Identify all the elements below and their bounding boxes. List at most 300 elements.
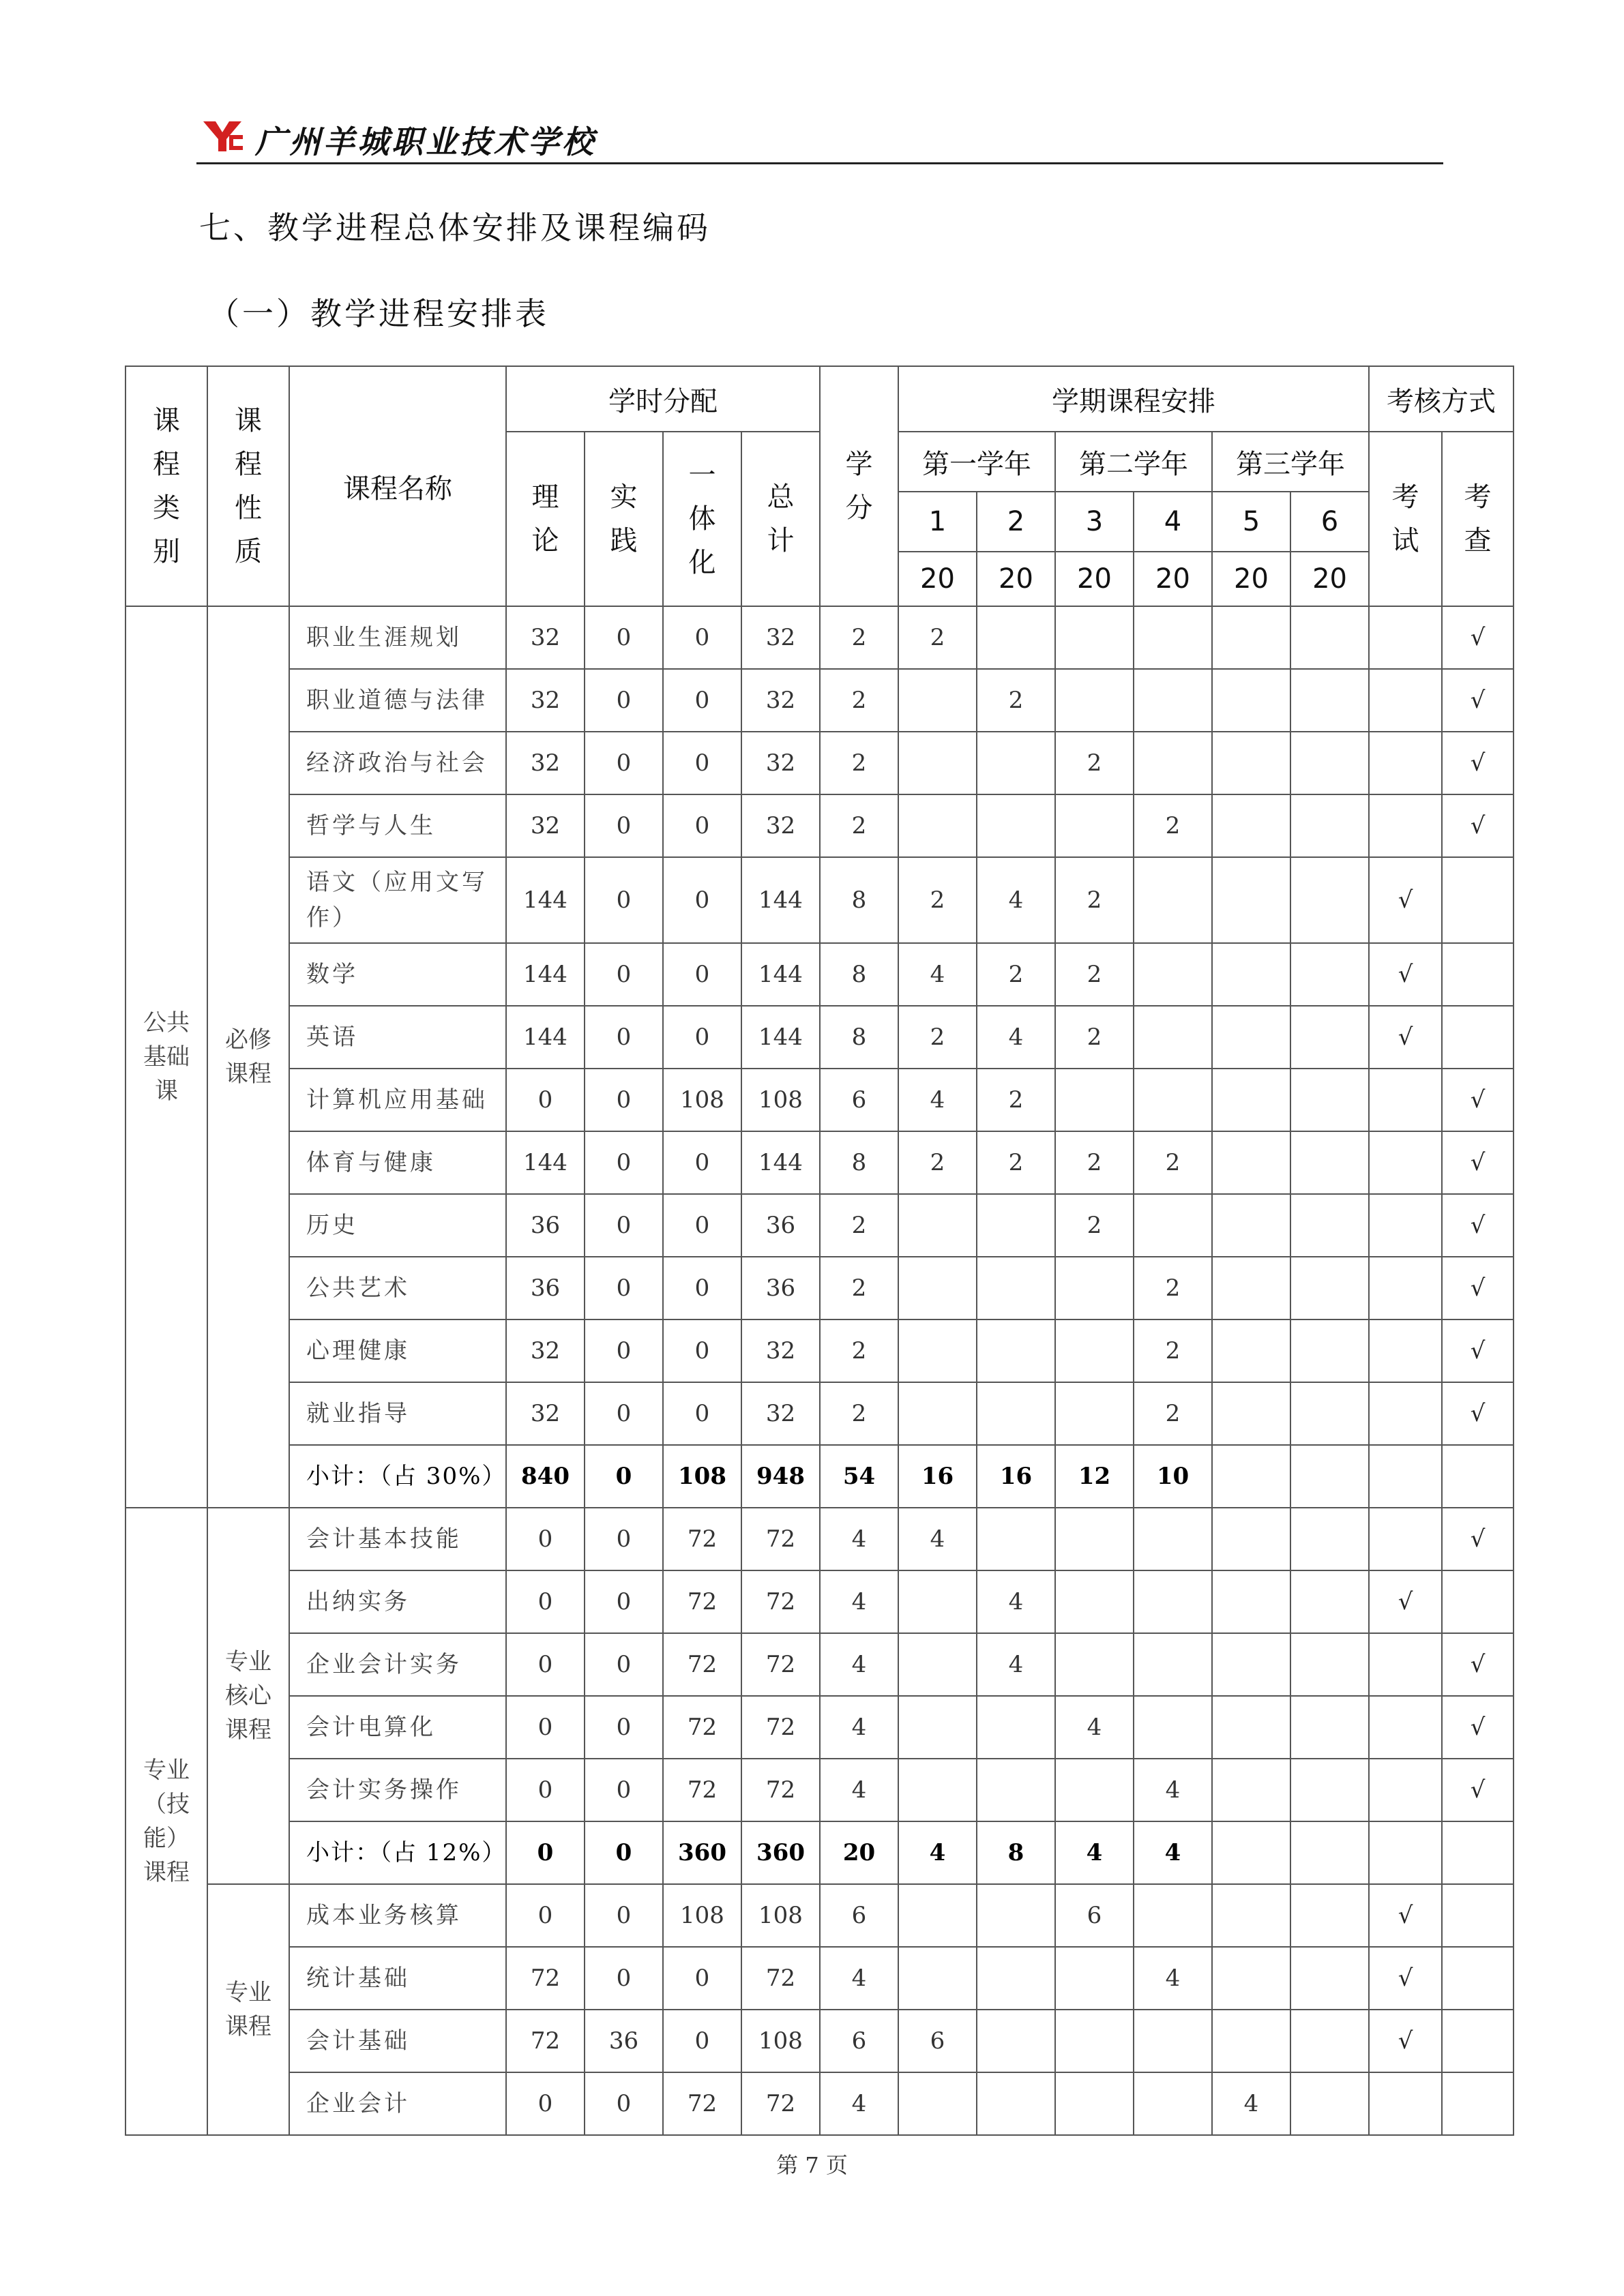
- cell-sem6: [1290, 1759, 1369, 1821]
- table-row: [126, 1131, 1514, 1194]
- cell-sem4: [1134, 943, 1212, 1006]
- cell-sem2: [977, 1320, 1055, 1382]
- course-name: 经济政治与社会: [289, 732, 506, 794]
- cell-theory: 32: [506, 794, 585, 857]
- cell-theory: 36: [506, 1257, 585, 1320]
- cell-practice: 0: [585, 1821, 663, 1884]
- cell-sem5: [1212, 1947, 1290, 2010]
- cell-sem6: [1290, 732, 1369, 794]
- cell-sem4: 2: [1134, 1257, 1212, 1320]
- category-professional: 专业（技能）课程: [126, 1508, 207, 2135]
- cell-sem2: [977, 1508, 1055, 1570]
- cell-credits: 4: [820, 1508, 898, 1570]
- practice-char: 践: [610, 525, 638, 556]
- cell-integrated: 0: [663, 732, 741, 794]
- cell-sem1: [898, 1194, 977, 1257]
- cell-sem3: 6: [1055, 1884, 1134, 1947]
- cell-total: 72: [741, 1696, 820, 1759]
- cell-sem4: 2: [1134, 1131, 1212, 1194]
- cell-sem4: [1134, 2072, 1212, 2135]
- nature-required: 必修课程: [207, 606, 289, 1508]
- cell-practice: 0: [585, 1320, 663, 1382]
- cell-sem3: 2: [1055, 857, 1134, 943]
- cell-sem6: [1290, 1633, 1369, 1696]
- cell-total: 72: [741, 1759, 820, 1821]
- cell-sem4: 4: [1134, 1947, 1212, 2010]
- cell-sem4: [1134, 857, 1212, 943]
- section-title: 七、教学进程总体安排及课程编码: [199, 209, 711, 246]
- cell-practice: 0: [585, 1382, 663, 1445]
- cell-sem5: [1212, 1884, 1290, 1947]
- cell-total: 108: [741, 1884, 820, 1947]
- integrated-char: 体: [688, 503, 716, 535]
- table-row: [126, 1696, 1514, 1759]
- cell-practice: 0: [585, 1696, 663, 1759]
- cell-sem6: [1290, 857, 1369, 943]
- cell-total: 144: [741, 857, 820, 943]
- header-weeks-5: 20: [1212, 552, 1290, 606]
- table-row: [126, 1570, 1514, 1633]
- table-row: [126, 1257, 1514, 1320]
- practice-char: 实: [610, 481, 638, 513]
- cell-sem2: [977, 2010, 1055, 2072]
- cell-credits: 2: [820, 732, 898, 794]
- cell-check: [1442, 1570, 1514, 1633]
- page-header: [196, 115, 1443, 164]
- cell-sem2: 2: [977, 943, 1055, 1006]
- cell-theory: 144: [506, 1131, 585, 1194]
- cell-theory: 144: [506, 857, 585, 943]
- cell-sem4: [1134, 1884, 1212, 1947]
- cell-sem6: [1290, 1884, 1369, 1947]
- cell-sem4: 2: [1134, 794, 1212, 857]
- cell-practice: 0: [585, 1947, 663, 2010]
- cell-sem1: 2: [898, 1131, 977, 1194]
- cell-check: √: [1442, 1508, 1514, 1570]
- cell-sem3: [1055, 1570, 1134, 1633]
- table-row: [126, 1884, 1514, 1947]
- table-row: [126, 732, 1514, 794]
- cell-sem6: [1290, 1194, 1369, 1257]
- nature-char: 程: [235, 449, 262, 480]
- cell-sem4: [1134, 1006, 1212, 1069]
- cell-sem4: [1134, 1194, 1212, 1257]
- cell-exam: [1369, 2072, 1442, 2135]
- cell-sem2: 2: [977, 1069, 1055, 1131]
- cell-sem6: [1290, 1006, 1369, 1069]
- cell-sem6: [1290, 1320, 1369, 1382]
- course-name: 企业会计: [289, 2072, 506, 2135]
- cell-sem1: [898, 1884, 977, 1947]
- cell-exam: [1369, 1069, 1442, 1131]
- course-name: 企业会计实务: [289, 1633, 506, 1696]
- cell-sem5: [1212, 1570, 1290, 1633]
- cell-integrated: 72: [663, 1759, 741, 1821]
- course-name: 公共艺术: [289, 1257, 506, 1320]
- cell-check: [1442, 857, 1514, 943]
- cell-integrated: 108: [663, 1884, 741, 1947]
- cell-sem2: [977, 2072, 1055, 2135]
- cell-sem4: [1134, 606, 1212, 669]
- cell-exam: [1369, 1382, 1442, 1445]
- cell-practice: 0: [585, 794, 663, 857]
- cell-sem3: [1055, 606, 1134, 669]
- cell-total: 108: [741, 2010, 820, 2072]
- header-semester-4: 4: [1134, 492, 1212, 552]
- cell-sem5: [1212, 606, 1290, 669]
- cell-practice: 0: [585, 1570, 663, 1633]
- cell-integrated: 0: [663, 669, 741, 732]
- cell-sem5: [1212, 1821, 1290, 1884]
- cell-sem4: [1134, 669, 1212, 732]
- cell-theory: 144: [506, 1006, 585, 1069]
- subtotal-row: [126, 1445, 1514, 1508]
- header-weeks-6: 20: [1290, 552, 1369, 606]
- cell-sem1: 4: [898, 1508, 977, 1570]
- cell-sem1: 4: [898, 1821, 977, 1884]
- cell-credits: 2: [820, 606, 898, 669]
- table-row: [126, 1947, 1514, 2010]
- course-name: 英语: [289, 1006, 506, 1069]
- course-name: 会计电算化: [289, 1696, 506, 1759]
- cell-sem2: [977, 732, 1055, 794]
- cell-check: √: [1442, 1759, 1514, 1821]
- cell-check: √: [1442, 1257, 1514, 1320]
- category-char: 课: [153, 405, 180, 436]
- cell-sem3: [1055, 1382, 1134, 1445]
- cell-theory: 36: [506, 1194, 585, 1257]
- cell-sem1: [898, 732, 977, 794]
- cell-theory: 144: [506, 943, 585, 1006]
- cell-credits: 6: [820, 1069, 898, 1131]
- table-row: [126, 1006, 1514, 1069]
- cell-sem6: [1290, 1382, 1369, 1445]
- course-name: 成本业务核算: [289, 1884, 506, 1947]
- cell-theory: 32: [506, 732, 585, 794]
- header-practice: [585, 432, 663, 606]
- check-char: 查: [1464, 525, 1492, 556]
- cell-integrated: 0: [663, 1947, 741, 2010]
- cell-total: 36: [741, 1257, 820, 1320]
- cell-sem6: [1290, 1508, 1369, 1570]
- cell-exam: [1369, 1759, 1442, 1821]
- cell-total: 144: [741, 1006, 820, 1069]
- cell-credits: 8: [820, 943, 898, 1006]
- header-weeks-4: 20: [1134, 552, 1212, 606]
- cell-integrated: 72: [663, 1508, 741, 1570]
- cell-theory: 0: [506, 1884, 585, 1947]
- cell-credits: 2: [820, 794, 898, 857]
- cell-sem5: [1212, 1445, 1290, 1508]
- cell-sem2: 2: [977, 669, 1055, 732]
- cell-integrated: 72: [663, 1633, 741, 1696]
- cell-theory: 0: [506, 1069, 585, 1131]
- table-row: [126, 1382, 1514, 1445]
- cell-sem4: 2: [1134, 1382, 1212, 1445]
- cell-integrated: 108: [663, 1069, 741, 1131]
- header-weeks-2: 20: [977, 552, 1055, 606]
- cell-check: √: [1442, 1194, 1514, 1257]
- cell-sem5: [1212, 1320, 1290, 1382]
- cell-sem6: [1290, 1821, 1369, 1884]
- cell-check: √: [1442, 1696, 1514, 1759]
- cell-integrated: 0: [663, 857, 741, 943]
- cell-sem3: [1055, 794, 1134, 857]
- cell-sem2: [977, 1696, 1055, 1759]
- table-row: [126, 794, 1514, 857]
- cell-exam: [1369, 1320, 1442, 1382]
- cell-sem5: [1212, 669, 1290, 732]
- course-name: 计算机应用基础: [289, 1069, 506, 1131]
- cell-sem2: [977, 606, 1055, 669]
- cell-sem2: [977, 1194, 1055, 1257]
- cell-total: 32: [741, 732, 820, 794]
- cell-sem1: 4: [898, 943, 977, 1006]
- cell-sem1: [898, 1696, 977, 1759]
- cell-sem3: 2: [1055, 1006, 1134, 1069]
- cell-sem2: [977, 1884, 1055, 1947]
- cell-practice: 0: [585, 669, 663, 732]
- course-name: 职业生涯规划: [289, 606, 506, 669]
- cell-theory: 32: [506, 1320, 585, 1382]
- table-row: [126, 1069, 1514, 1131]
- table-row: [126, 669, 1514, 732]
- cell-sem6: [1290, 1445, 1369, 1508]
- cell-check: [1442, 2010, 1514, 2072]
- cell-total: 72: [741, 1570, 820, 1633]
- sub-title: （一）教学进程安排表: [208, 295, 549, 332]
- cell-integrated: 0: [663, 1320, 741, 1382]
- cell-sem5: 4: [1212, 2072, 1290, 2135]
- cell-check: [1442, 1821, 1514, 1884]
- header-semester-5: 5: [1212, 492, 1290, 552]
- header-nature: [207, 366, 289, 606]
- header-weeks-1: 20: [898, 552, 977, 606]
- cell-sem6: [1290, 669, 1369, 732]
- cell-total: 144: [741, 1131, 820, 1194]
- cell-sem3: 2: [1055, 1194, 1134, 1257]
- cell-integrated: 0: [663, 1194, 741, 1257]
- cell-credits: 4: [820, 2072, 898, 2135]
- cell-integrated: 0: [663, 1006, 741, 1069]
- header-semester-group: 学期课程安排: [898, 366, 1369, 432]
- cell-check: [1442, 943, 1514, 1006]
- cell-check: √: [1442, 669, 1514, 732]
- cell-total: 32: [741, 1382, 820, 1445]
- cell-sem5: [1212, 1257, 1290, 1320]
- cell-practice: 0: [585, 1884, 663, 1947]
- cell-sem2: 4: [977, 1633, 1055, 1696]
- table-row: [126, 1633, 1514, 1696]
- cell-sem3: 2: [1055, 943, 1134, 1006]
- cell-sem6: [1290, 1069, 1369, 1131]
- cell-integrated: 360: [663, 1821, 741, 1884]
- cell-sem1: [898, 1257, 977, 1320]
- course-name: 职业道德与法律: [289, 669, 506, 732]
- cell-sem5: [1212, 857, 1290, 943]
- cell-sem2: 4: [977, 857, 1055, 943]
- cell-sem1: [898, 1759, 977, 1821]
- course-name: 心理健康: [289, 1320, 506, 1382]
- cell-sem2: 2: [977, 1131, 1055, 1194]
- header-semester-6: 6: [1290, 492, 1369, 552]
- course-name: 就业指导: [289, 1382, 506, 1445]
- cell-exam: √: [1369, 1006, 1442, 1069]
- cell-check: [1442, 2072, 1514, 2135]
- cell-sem6: [1290, 1131, 1369, 1194]
- cell-sem3: [1055, 1759, 1134, 1821]
- cell-credits: 2: [820, 1257, 898, 1320]
- cell-total: 360: [741, 1821, 820, 1884]
- cell-sem2: [977, 1257, 1055, 1320]
- cell-sem4: [1134, 2010, 1212, 2072]
- cell-sem3: [1055, 1069, 1134, 1131]
- cell-credits: 4: [820, 1947, 898, 2010]
- cell-total: 32: [741, 669, 820, 732]
- cell-sem5: [1212, 2010, 1290, 2072]
- cell-total: 72: [741, 1508, 820, 1570]
- cell-total: 32: [741, 1320, 820, 1382]
- cell-practice: 0: [585, 943, 663, 1006]
- cell-sem4: 2: [1134, 1320, 1212, 1382]
- nature-char: 性: [235, 492, 262, 524]
- cell-sem4: [1134, 1069, 1212, 1131]
- exam-char: 考: [1391, 481, 1419, 513]
- cell-sem5: [1212, 1006, 1290, 1069]
- cell-sem3: [1055, 2010, 1134, 2072]
- cell-practice: 0: [585, 1006, 663, 1069]
- cell-credits: 8: [820, 857, 898, 943]
- cell-credits: 8: [820, 1131, 898, 1194]
- cell-sem5: [1212, 1131, 1290, 1194]
- cell-sem3: 2: [1055, 732, 1134, 794]
- cell-integrated: 108: [663, 1445, 741, 1508]
- integrated-char: 一: [688, 460, 716, 491]
- header-semester-3: 3: [1055, 492, 1134, 552]
- cell-exam: [1369, 794, 1442, 857]
- cell-credits: 54: [820, 1445, 898, 1508]
- cell-sem5: [1212, 1633, 1290, 1696]
- header-semester-1: 1: [898, 492, 977, 552]
- cell-sem5: [1212, 794, 1290, 857]
- theory-char: 论: [531, 525, 559, 556]
- cell-sem6: [1290, 1570, 1369, 1633]
- cell-total: 72: [741, 1947, 820, 2010]
- course-name: 语文（应用文写作）: [289, 857, 506, 943]
- header-semester-2: 2: [977, 492, 1055, 552]
- cell-theory: 0: [506, 2072, 585, 2135]
- cell-practice: 0: [585, 1257, 663, 1320]
- cell-sem5: [1212, 1069, 1290, 1131]
- cell-total: 36: [741, 1194, 820, 1257]
- cell-integrated: 0: [663, 1382, 741, 1445]
- cell-sem1: [898, 1570, 977, 1633]
- cell-sem1: [898, 1382, 977, 1445]
- course-name: 体育与健康: [289, 1131, 506, 1194]
- cell-sem3: [1055, 1633, 1134, 1696]
- cell-sem5: [1212, 1508, 1290, 1570]
- cell-sem1: [898, 1947, 977, 2010]
- cell-credits: 20: [820, 1821, 898, 1884]
- cell-check: √: [1442, 732, 1514, 794]
- cell-sem2: [977, 1947, 1055, 2010]
- cell-sem3: [1055, 669, 1134, 732]
- header-exam: [1369, 432, 1442, 606]
- cell-exam: [1369, 1821, 1442, 1884]
- cell-practice: 0: [585, 1194, 663, 1257]
- cell-theory: 0: [506, 1759, 585, 1821]
- cell-sem6: [1290, 1947, 1369, 2010]
- cell-credits: 4: [820, 1633, 898, 1696]
- header-total: [741, 432, 820, 606]
- cell-practice: 36: [585, 2010, 663, 2072]
- table-row: [126, 1759, 1514, 1821]
- theory-char: 理: [531, 481, 559, 513]
- cell-practice: 0: [585, 732, 663, 794]
- cell-total: 32: [741, 794, 820, 857]
- cell-check: √: [1442, 1633, 1514, 1696]
- cell-credits: 2: [820, 1382, 898, 1445]
- cell-sem4: 4: [1134, 1821, 1212, 1884]
- cell-exam: √: [1369, 1947, 1442, 2010]
- total-char: 总: [767, 481, 795, 513]
- course-name: 小计：（占 12%）: [289, 1821, 506, 1884]
- cell-sem6: [1290, 1696, 1369, 1759]
- cell-exam: √: [1369, 1570, 1442, 1633]
- cell-theory: 0: [506, 1508, 585, 1570]
- cell-check: [1442, 1947, 1514, 2010]
- cell-total: 72: [741, 2072, 820, 2135]
- header-hours-group: 学时分配: [506, 366, 820, 432]
- cell-practice: 0: [585, 1069, 663, 1131]
- school-logo-icon: [202, 119, 244, 154]
- course-name: 小计：（占 30%）: [289, 1445, 506, 1508]
- cell-sem5: [1212, 1382, 1290, 1445]
- cell-total: 32: [741, 606, 820, 669]
- cell-practice: 0: [585, 1508, 663, 1570]
- cell-integrated: 72: [663, 1696, 741, 1759]
- cell-sem1: [898, 794, 977, 857]
- cell-theory: 0: [506, 1570, 585, 1633]
- schedule-table: [125, 366, 1514, 2136]
- cell-practice: 0: [585, 2072, 663, 2135]
- integrated-char: 化: [688, 547, 716, 578]
- cell-sem5: [1212, 732, 1290, 794]
- cell-sem1: 2: [898, 857, 977, 943]
- cell-check: √: [1442, 1131, 1514, 1194]
- cell-exam: [1369, 1194, 1442, 1257]
- cell-exam: √: [1369, 2010, 1442, 2072]
- cell-check: √: [1442, 1320, 1514, 1382]
- table-row: [126, 1194, 1514, 1257]
- cell-sem4: [1134, 1633, 1212, 1696]
- cell-exam: [1369, 1445, 1442, 1508]
- cell-theory: 0: [506, 1696, 585, 1759]
- cell-sem4: [1134, 732, 1212, 794]
- cell-sem3: [1055, 1320, 1134, 1382]
- cell-sem3: 12: [1055, 1445, 1134, 1508]
- cell-exam: √: [1369, 857, 1442, 943]
- cell-sem1: [898, 1320, 977, 1382]
- cell-practice: 0: [585, 1633, 663, 1696]
- cell-total: 948: [741, 1445, 820, 1508]
- course-name: 统计基础: [289, 1947, 506, 2010]
- category-char: 程: [153, 449, 180, 480]
- header-integrated: [663, 432, 741, 606]
- cell-sem6: [1290, 2010, 1369, 2072]
- cell-sem4: [1134, 1696, 1212, 1759]
- course-name: 数学: [289, 943, 506, 1006]
